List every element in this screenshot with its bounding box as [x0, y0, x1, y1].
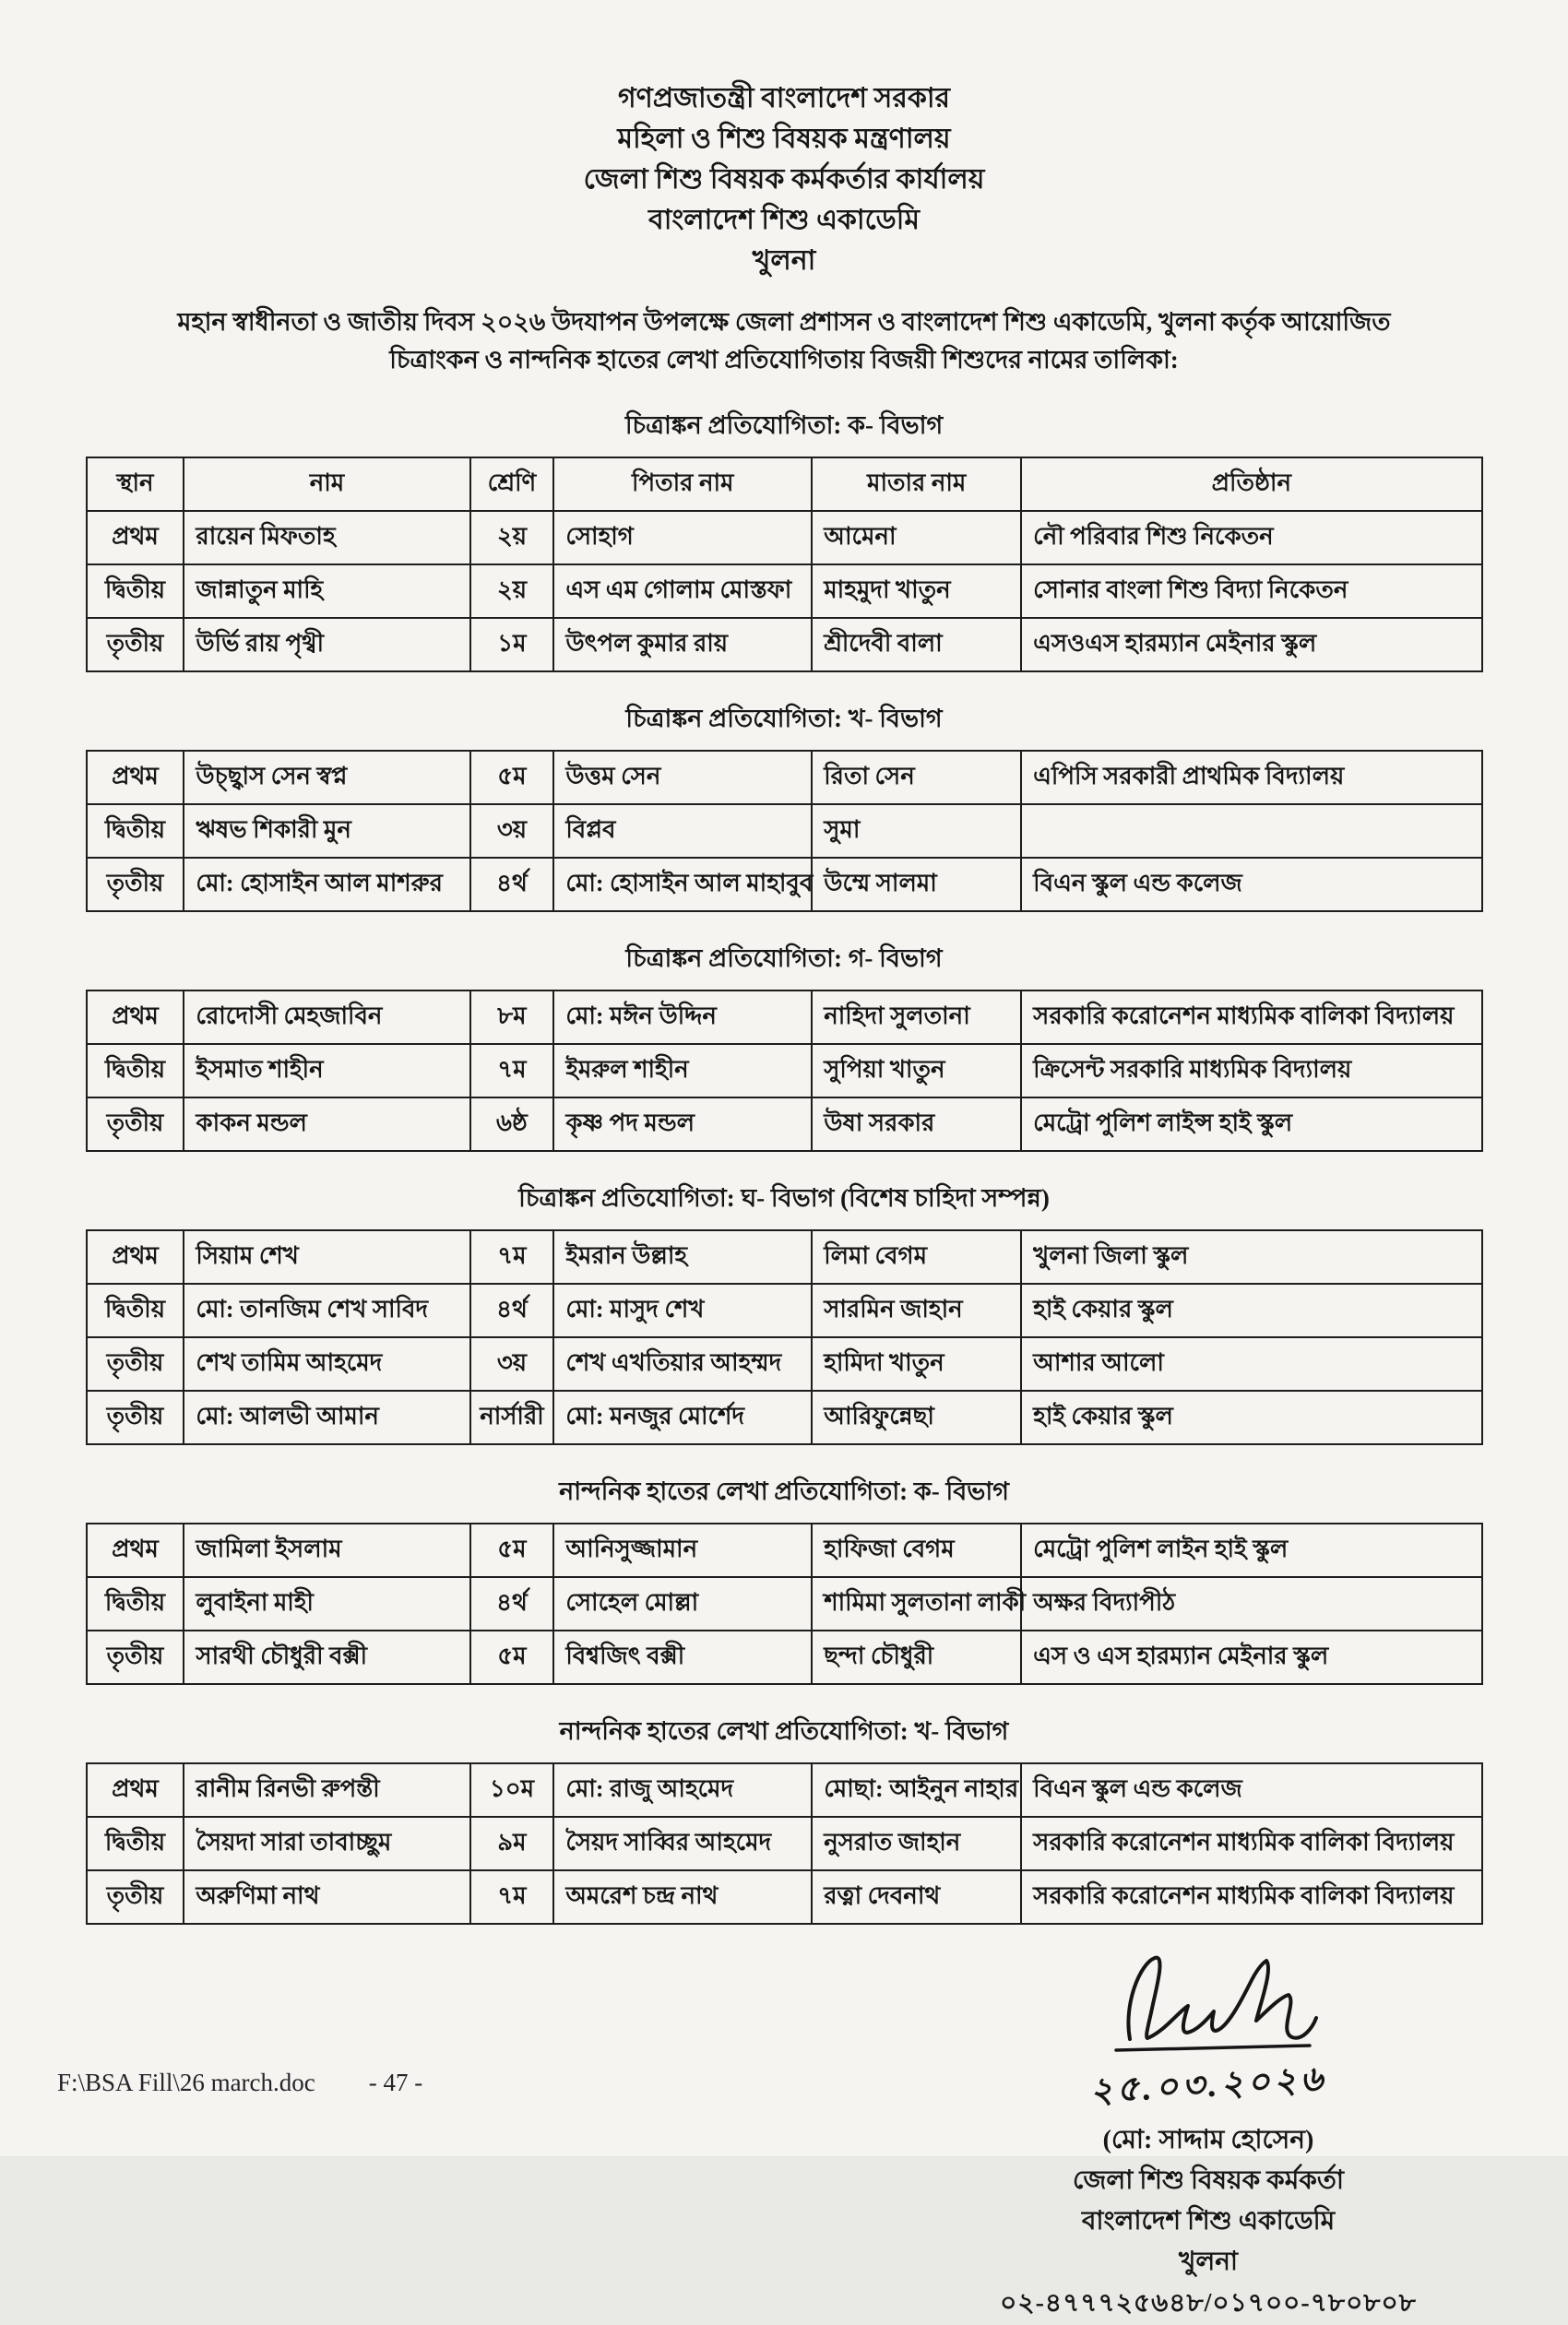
name-cell: রায়েন মিফতাহ — [184, 511, 469, 564]
section-title: চিত্রাঙ্কন প্রতিযোগিতা: গ- বিভাগ — [625, 944, 943, 972]
class-cell: ৩য় — [470, 1337, 554, 1391]
column-header: স্থান — [87, 457, 184, 511]
mother-name-cell: হামিদা খাতুন — [812, 1337, 1021, 1391]
rank-cell: তৃতীয় — [87, 858, 184, 911]
father-name-cell: সোহাগ — [553, 511, 812, 564]
mother-name-cell: উষা সরকার — [812, 1097, 1021, 1151]
name-cell: উর্ভি রায় পৃথ্বী — [184, 618, 469, 671]
father-name-cell: উৎপল কুমার রায় — [553, 618, 812, 671]
page-footer — [57, 2069, 422, 2097]
father-name-cell: উত্তম সেন — [553, 751, 812, 804]
section-title: চিত্রাঙ্কন প্রতিযোগিতা: ঘ- বিভাগ (বিশেষ চাহিদা সম্পন্ন) — [518, 1184, 1050, 1212]
father-name-cell: মো: মাসুদ শেখ — [553, 1284, 812, 1337]
rank-cell: তৃতীয় — [87, 1870, 184, 1924]
class-cell: ৭ম — [470, 1230, 554, 1284]
name-cell: মো: হোসাইন আল মাশরুর — [184, 858, 469, 911]
section-title: নান্দনিক হাতের লেখা প্রতিযোগিতা: ক- বিভাগ — [559, 1477, 1009, 1505]
table-row — [87, 1097, 1482, 1151]
institution-cell: সরকারি করোনেশন মাধ্যমিক বালিকা বিদ্যালয় — [1021, 1817, 1481, 1870]
class-cell: ৪র্থ — [470, 858, 554, 911]
institution-cell: মেট্রো পুলিশ লাইন হাই স্কুল — [1021, 1524, 1481, 1577]
header-ministry: মহিলা ও শিশু বিষয়ক মন্ত্রণালয় — [617, 124, 951, 154]
column-header: প্রতিষ্ঠান — [1021, 457, 1481, 511]
competition-section — [0, 1473, 1568, 1685]
table-row — [87, 990, 1482, 1044]
mother-name-cell: শামিমা সুলতানা লাকী — [812, 1577, 1021, 1631]
table-row — [87, 1870, 1482, 1924]
competition-section — [0, 1713, 1568, 1925]
rank-cell: দ্বিতীয় — [87, 1044, 184, 1097]
rank-cell: তৃতীয় — [87, 1391, 184, 1444]
father-name-cell: মো: মনজুর মোর্শেদ — [553, 1391, 812, 1444]
header-academy: বাংলাদেশ শিশু একাডেমি — [648, 205, 920, 235]
institution-cell: সরকারি করোনেশন মাধ্যমিক বালিকা বিদ্যালয় — [1021, 990, 1481, 1044]
table-row — [87, 1524, 1482, 1577]
father-name-cell: আনিসুজ্জামান — [553, 1524, 812, 1577]
class-cell: ১০ম — [470, 1763, 554, 1817]
rank-cell: প্রথম — [87, 751, 184, 804]
father-name-cell: অমরেশ চন্দ্র নাথ — [553, 1870, 812, 1924]
institution-cell: ক্রিসেন্ট সরকারি মাধ্যমিক বিদ্যালয় — [1021, 1044, 1481, 1097]
name-cell: রানীম রিনভী রুপন্তী — [184, 1763, 469, 1817]
footer-page-number: - 47 - — [368, 2069, 423, 2096]
institution-cell: আশার আলো — [1021, 1337, 1481, 1391]
table-header-row — [87, 457, 1482, 511]
column-header: মাতার নাম — [812, 457, 1021, 511]
competition-section — [0, 940, 1568, 1152]
mother-name-cell: মোছা: আইনুন নাহার — [812, 1763, 1021, 1817]
name-cell: উচ্ছ্বাস সেন স্বপ্ন — [184, 751, 469, 804]
father-name-cell: সোহেল মোল্লা — [553, 1577, 812, 1631]
rank-cell: তৃতীয় — [87, 618, 184, 671]
results-table — [86, 457, 1483, 672]
institution-cell: হাই কেয়ার স্কুল — [1021, 1391, 1481, 1444]
name-cell: জান্নাতুন মাহি — [184, 564, 469, 618]
class-cell: ৮ম — [470, 990, 554, 1044]
class-cell: ৯ম — [470, 1817, 554, 1870]
table-row — [87, 1817, 1482, 1870]
institution-cell: নৌ পরিবার শিশু নিকেতন — [1021, 511, 1481, 564]
institution-cell: বিএন স্কুল এন্ড কলেজ — [1021, 1763, 1481, 1817]
father-name-cell: ইমরুল শাহীন — [553, 1044, 812, 1097]
institution-cell: বিএন স্কুল এন্ড কলেজ — [1021, 858, 1481, 911]
class-cell: ৬ষ্ঠ — [470, 1097, 554, 1151]
institution-cell: অক্ষর বিদ্যাপীঠ — [1021, 1577, 1481, 1631]
section-title: নান্দনিক হাতের লেখা প্রতিযোগিতা: খ- বিভাগ — [559, 1717, 1009, 1745]
signatory-place: খুলনা — [1178, 2248, 1239, 2276]
name-cell: মো: আলভী আমান — [184, 1391, 469, 1444]
class-cell: নার্সারী — [470, 1391, 554, 1444]
table-row — [87, 751, 1482, 804]
class-cell: ৭ম — [470, 1044, 554, 1097]
table-row — [87, 1763, 1482, 1817]
table-row — [87, 1577, 1482, 1631]
table-row — [87, 564, 1482, 618]
institution-cell: হাই কেয়ার স্কুল — [1021, 1284, 1481, 1337]
name-cell: রোদোসী মেহজাবিন — [184, 990, 469, 1044]
father-name-cell: মো: মঈন উদ্দিন — [553, 990, 812, 1044]
name-cell: অরুণিমা নাথ — [184, 1870, 469, 1924]
mother-name-cell: নাহিদা সুলতানা — [812, 990, 1021, 1044]
class-cell: ৪র্থ — [470, 1284, 554, 1337]
class-cell: ৪র্থ — [470, 1577, 554, 1631]
mother-name-cell: মাহমুদা খাতুন — [812, 564, 1021, 618]
rank-cell: প্রথম — [87, 1763, 184, 1817]
class-cell: ২য় — [470, 511, 554, 564]
name-cell: সারথী চৌধুরী বক্সী — [184, 1631, 469, 1684]
class-cell: ৭ম — [470, 1870, 554, 1924]
class-cell: ৩য় — [470, 804, 554, 858]
institution-cell: সরকারি করোনেশন মাধ্যমিক বালিকা বিদ্যালয় — [1021, 1870, 1481, 1924]
section-title: চিত্রাঙ্কন প্রতিযোগিতা: ক- বিভাগ — [624, 411, 944, 439]
rank-cell: তৃতীয় — [87, 1631, 184, 1684]
father-name-cell: শেখ এখতিয়ার আহম্মদ — [553, 1337, 812, 1391]
mother-name-cell: উম্মে সালমা — [812, 858, 1021, 911]
institution-cell: এস ও এস হারম্যান মেইনার স্কুল — [1021, 1631, 1481, 1684]
signature-block — [913, 1947, 1503, 2325]
header-government: গণপ্রজাতন্ত্রী বাংলাদেশ সরকার — [617, 83, 951, 113]
rank-cell: দ্বিতীয় — [87, 804, 184, 858]
header-office: জেলা শিশু বিষয়ক কর্মকর্তার কার্যালয় — [583, 164, 985, 195]
results-table — [86, 1762, 1483, 1925]
father-name-cell: ইমরান উল্লাহ — [553, 1230, 812, 1284]
mother-name-cell: সুমা — [812, 804, 1021, 858]
institution-cell: খুলনা জিলা স্কুল — [1021, 1230, 1481, 1284]
mother-name-cell: ছন্দা চৌধুরী — [812, 1631, 1021, 1684]
competition-section — [0, 700, 1568, 912]
table-row — [87, 804, 1482, 858]
mother-name-cell: হাফিজা বেগম — [812, 1524, 1021, 1577]
name-cell: সৈয়দা সারা তাবাচ্ছুম — [184, 1817, 469, 1870]
column-header: শ্রেণি — [470, 457, 554, 511]
class-cell: ৫ম — [470, 1631, 554, 1684]
rank-cell: প্রথম — [87, 1524, 184, 1577]
table-row — [87, 1337, 1482, 1391]
table-row — [87, 858, 1482, 911]
table-row — [87, 618, 1482, 671]
table-row — [87, 1044, 1482, 1097]
mother-name-cell: সারমিন জাহান — [812, 1284, 1021, 1337]
institution-cell: মেট্রো পুলিশ লাইন্স হাই স্কুল — [1021, 1097, 1481, 1151]
competition-section — [0, 407, 1568, 672]
name-cell: কাকন মন্ডল — [184, 1097, 469, 1151]
rank-cell: দ্বিতীয় — [87, 1284, 184, 1337]
table-row — [87, 1631, 1482, 1684]
class-cell: ৫ম — [470, 1524, 554, 1577]
institution-cell: এসওএস হারম্যান মেইনার স্কুল — [1021, 618, 1481, 671]
father-name-cell: কৃষ্ণ পদ মন্ডল — [553, 1097, 812, 1151]
signatory-organization: বাংলাদেশ শিশু একাডেমি — [1081, 2207, 1336, 2236]
name-cell: ইসমাত শাহীন — [184, 1044, 469, 1097]
table-row — [87, 1391, 1482, 1444]
mother-name-cell: রিতা সেন — [812, 751, 1021, 804]
intro-line-2: চিত্রাংকন ও নান্দনিক হাতের লেখা প্রতিযোগিতায় বিজয়ী শিশুদের নামের তালিকা: — [389, 346, 1179, 374]
rank-cell: দ্বিতীয় — [87, 1577, 184, 1631]
column-header: নাম — [184, 457, 469, 511]
institution-cell: সোনার বাংলা শিশু বিদ্যা নিকেতন — [1021, 564, 1481, 618]
footer-file-path: F:\BSA Fill\26 march.doc — [57, 2069, 315, 2096]
mother-name-cell: শ্রীদেবী বালা — [812, 618, 1021, 671]
section-title: চিত্রাঙ্কন প্রতিযোগিতা: খ- বিভাগ — [625, 705, 943, 732]
father-name-cell: বিপ্লব — [553, 804, 812, 858]
father-name-cell: বিশ্বজিৎ বক্সী — [553, 1631, 812, 1684]
table-row — [87, 511, 1482, 564]
father-name-cell: মো: হোসাইন আল মাহাবুব — [553, 858, 812, 911]
competition-section — [0, 1180, 1568, 1445]
name-cell: জামিলা ইসলাম — [184, 1524, 469, 1577]
intro-line-1: মহান স্বাধীনতা ও জাতীয় দিবস ২০২৬ উদযাপন উপলক্ষে জেলা প্রশাসন ও বাংলাদেশ শিশু একাডেমি, খুলনা কর্তৃক আয়োজিত — [177, 308, 1391, 336]
name-cell: লুবাইনা মাহী — [184, 1577, 469, 1631]
results-table — [86, 1229, 1483, 1445]
signatory-name: (মো: সাদ্দাম হোসেন) — [1102, 2126, 1314, 2154]
rank-cell: দ্বিতীয় — [87, 564, 184, 618]
signature-date: ২৫.০৩.২০২৬ — [1088, 2059, 1328, 2111]
table-row — [87, 1230, 1482, 1284]
class-cell: ১ম — [470, 618, 554, 671]
rank-cell: প্রথম — [87, 1230, 184, 1284]
intro-paragraph — [0, 303, 1568, 379]
rank-cell: প্রথম — [87, 990, 184, 1044]
father-name-cell: এস এম গোলাম মোস্তফা — [553, 564, 812, 618]
competition-sections — [0, 407, 1568, 1925]
mother-name-cell: সুপিয়া খাতুন — [812, 1044, 1021, 1097]
father-name-cell: মো: রাজু আহমেদ — [553, 1763, 812, 1817]
document-header — [0, 0, 1568, 281]
results-table — [86, 990, 1483, 1152]
mother-name-cell: নুসরাত জাহান — [812, 1817, 1021, 1870]
rank-cell: দ্বিতীয় — [87, 1817, 184, 1870]
mother-name-cell: রত্না দেবনাথ — [812, 1870, 1021, 1924]
results-table — [86, 1523, 1483, 1685]
signature-handwriting-icon — [1079, 1947, 1337, 2063]
column-header: পিতার নাম — [553, 457, 812, 511]
name-cell: মো: তানজিম শেখ সাবিদ — [184, 1284, 469, 1337]
results-table — [86, 750, 1483, 912]
name-cell: ঋষভ শিকারী মুন — [184, 804, 469, 858]
signatory-phone: ০২-৪৭৭৭২৫৬৪৮/০১৭০০-৭৮০৮০৮ — [1000, 2289, 1417, 2318]
rank-cell: প্রথম — [87, 511, 184, 564]
name-cell: শেখ তামিম আহমেদ — [184, 1337, 469, 1391]
rank-cell: তৃতীয় — [87, 1097, 184, 1151]
header-district: খুলনা — [752, 245, 816, 276]
mother-name-cell: আমেনা — [812, 511, 1021, 564]
table-row — [87, 1284, 1482, 1337]
name-cell: সিয়াম শেখ — [184, 1230, 469, 1284]
institution-cell: এপিসি সরকারী প্রাথমিক বিদ্যালয় — [1021, 751, 1481, 804]
class-cell: ৫ম — [470, 751, 554, 804]
institution-cell — [1021, 804, 1481, 858]
class-cell: ২য় — [470, 564, 554, 618]
mother-name-cell: লিমা বেগম — [812, 1230, 1021, 1284]
signatory-title: জেলা শিশু বিষয়ক কর্মকর্তা — [1072, 2166, 1345, 2195]
mother-name-cell: আরিফুন্নেছা — [812, 1391, 1021, 1444]
father-name-cell: সৈয়দ সাব্বির আহমেদ — [553, 1817, 812, 1870]
rank-cell: তৃতীয় — [87, 1337, 184, 1391]
